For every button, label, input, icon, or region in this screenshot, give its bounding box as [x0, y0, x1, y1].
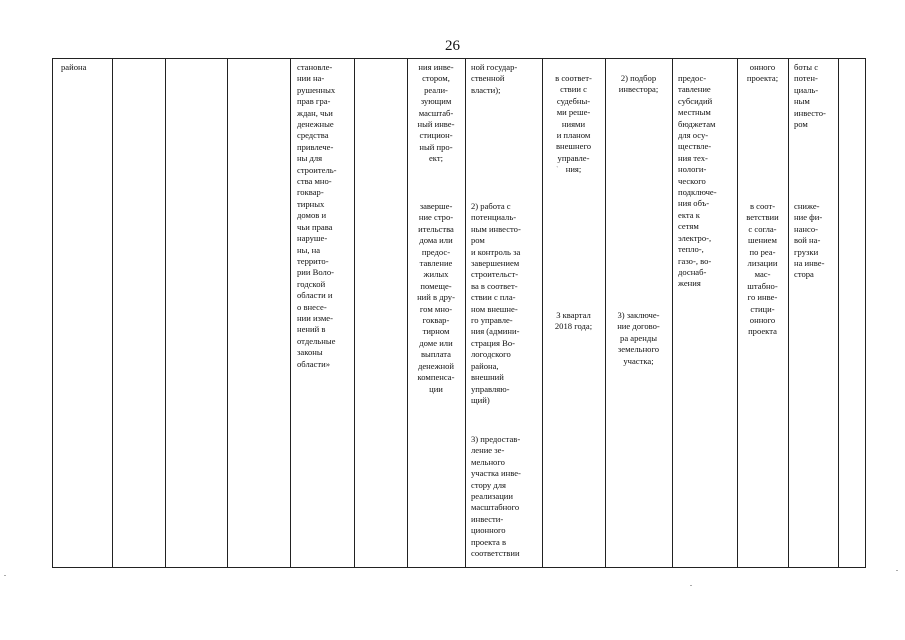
cell-measures-bottom: 3) предостав- ление зе- мельного участка инве- стору для реализации масштабного инвести- ционного проекта в соответствии	[471, 434, 521, 559]
cell-measures-top: ной государ- ственной власти);	[471, 62, 518, 95]
document-table	[52, 58, 866, 568]
scan-mark: `	[556, 165, 559, 174]
cell-stage-top: 2) подбор инвестора;	[618, 73, 659, 95]
column-divider	[465, 59, 466, 567]
column-divider	[838, 59, 839, 567]
page-number: 26	[445, 38, 460, 54]
cell-agreement-bottom: в соот- ветствии с согла- шением по реа- лизации мас- штабно- го инве- стици- онного проекта	[746, 201, 779, 337]
cell-stage-bottom: 3) заключе- ние догово- ра аренды земельного участка;	[617, 310, 660, 366]
cell-agreement-top: онного проекта;	[746, 62, 779, 84]
cell-result-bottom: заверше- ние стро- ительства дома или предос- тавление жилых помеще- ний в дру- гом мно- гоквар- тирном доме или выплата денежной компенса- ции	[417, 201, 455, 394]
cell-measures-mid: 2) работа с потенциаль- ным инвесто- ром и контроль за завершением строительст- ва в соответ- ствии с пла- ном внешне- го управле- ния (админи- страция Во- логодского района, внешний управляю- щий)	[471, 201, 521, 405]
column-divider	[672, 59, 673, 567]
column-divider	[227, 59, 228, 567]
column-divider	[354, 59, 355, 567]
column-divider	[112, 59, 113, 567]
scan-dot	[896, 570, 898, 571]
cell-effect-bottom: сниже- ние фи- нансо- вой на- грузки на инве- стора	[794, 201, 825, 280]
cell-effect-top: боты с потен- циаль- ным инвесто- ром	[794, 62, 826, 130]
column-divider	[165, 59, 166, 567]
cell-deadline-top: в соответ- ствии с судебны- ми реше- ниями и планом внешнего управле- ния;	[555, 73, 592, 175]
column-divider	[788, 59, 789, 567]
scan-dot	[4, 575, 6, 576]
scan-dot	[690, 585, 692, 586]
cell-district: района	[61, 62, 87, 72]
cell-law-reference: становле- нии на- рушенных прав гра- ждан, чьи денежные средства привлече- ны для строитель- ства мно- гоквар- тирных домов и чьи права наруше- ны, на террито- рии Воло- годской области и о внесе- нии изме- нений в отдельные законы области»	[297, 62, 337, 369]
cell-result-top: ния инве- стором, реали- зующим масштаб- ный инве- стицион- ный про- ект;	[417, 62, 455, 164]
column-divider	[290, 59, 291, 567]
cell-subsidy: предос- тавление субсидий местным бюджетам для осу- ществле- ния тех- нологи- ческого подключе- ния объ- екта к сетям электро-, тепло-, газо-, во- доснаб- жения	[678, 73, 717, 289]
cell-deadline-bottom: 3 квартал 2018 года;	[554, 310, 593, 332]
